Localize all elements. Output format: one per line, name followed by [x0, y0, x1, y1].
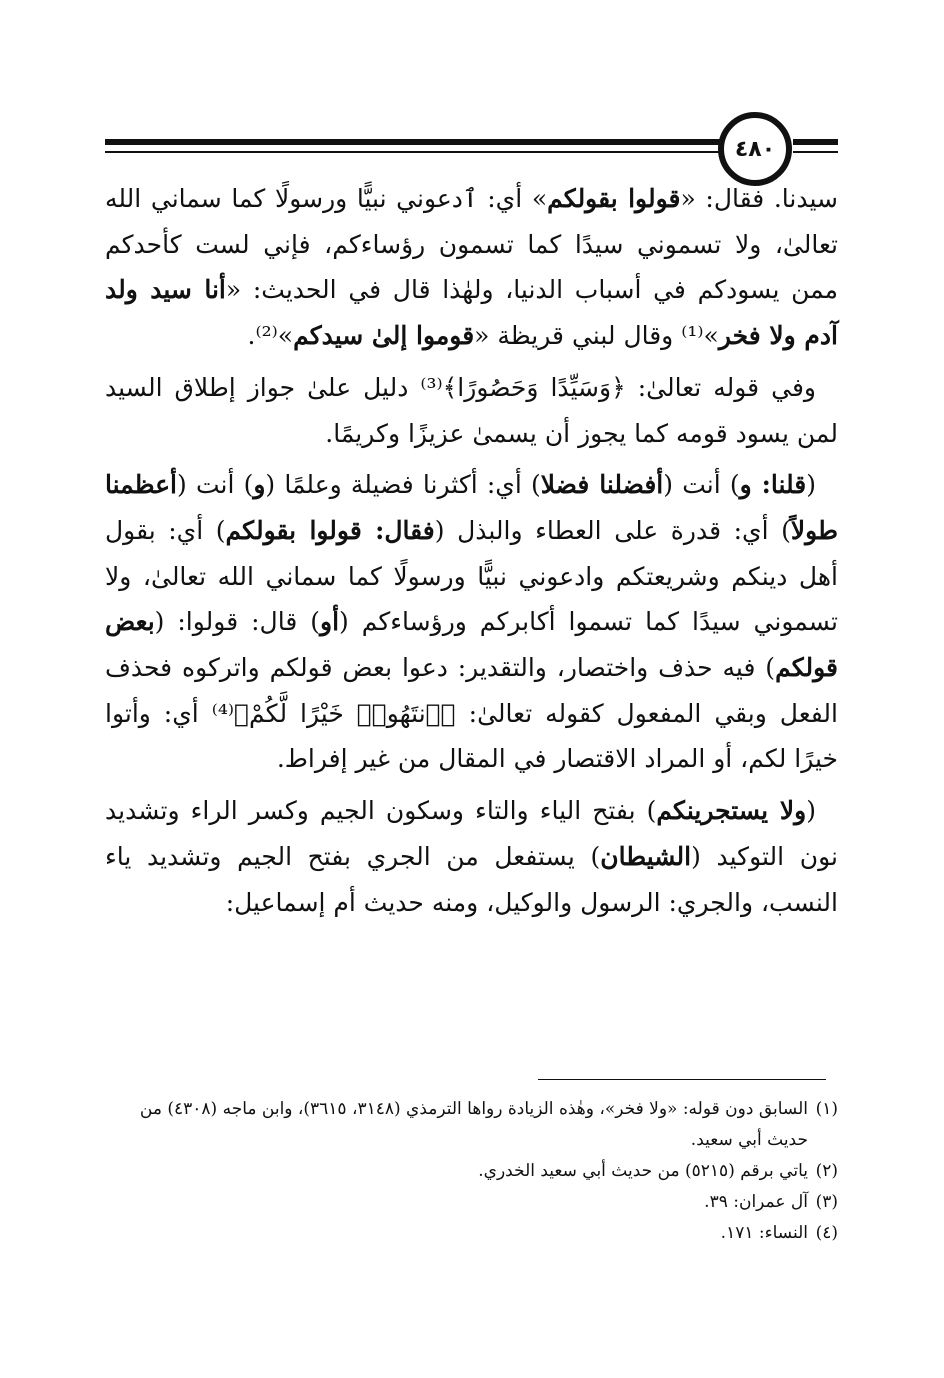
footnote-text: آل عمران: ٣٩.	[704, 1192, 808, 1212]
paragraph-4	[105, 788, 838, 925]
page-number-badge	[718, 112, 792, 186]
paragraph-1	[105, 176, 838, 359]
text-run: »⁽²⁾.	[247, 321, 294, 351]
footnote-number: (٤)	[815, 1223, 838, 1243]
text-run: (	[806, 470, 817, 500]
text-run: ) يستفعل من الجري بفتح الجيم وتشديد ياء النسب، والجري: الرسول والوكيل، ومنه حديث أم إسماعيل:	[105, 841, 838, 917]
footnote-text: النساء: ١٧١.	[720, 1223, 808, 1243]
footnote-separator	[538, 1079, 826, 1080]
bold-phrase: و	[253, 470, 266, 500]
text-run: ) أنت (	[663, 470, 740, 500]
footnotes	[105, 1094, 838, 1249]
bold-phrase: الشيطان	[600, 841, 692, 871]
bold-phrase: أعظمنا طولاً	[105, 470, 838, 545]
footnote	[105, 1187, 838, 1218]
bold-phrase: بعض قولكم	[105, 607, 838, 683]
text-run: ) أنت (	[177, 470, 254, 500]
bold-phrase: فقال: قولوا بقولكم	[225, 515, 435, 545]
text-run: (	[806, 796, 817, 826]
text-run: ) فيه حذف واختصار، والتقدير: دعوا بعض قولكم واتركوه فحذف الفعل وبقي المفعول كقوله تعالىٰ: ﴿ٱنتَهُوا۟ خَيْرًا لَّكُمْ﴾⁽⁴⁾ أي: وأتوا خيرًا لكم، أو المراد الاقتصار في المقال من غير إفراط.	[105, 653, 838, 774]
text-run: وفي قوله تعالىٰ: ﴿وَسَيِّدًا وَحَصُورًا﴾⁽³⁾ دليل علىٰ جواز إطلاق السيد لمن يسود قومه كما يجوز أن يسمىٰ عزيزًا وكريمًا.	[105, 372, 838, 448]
footnote-text: السابق دون قوله: «ولا فخر»، وهٰذه الزيادة رواها الترمذي (٣١٤٨، ٣٦١٥)، وابن ماجه (٤٣٠٨) من حديث أبي سعيد.	[139, 1099, 808, 1150]
bold-phrase: قوموا إلىٰ سيدكم	[293, 321, 475, 351]
header-rule-thin	[105, 151, 720, 153]
text-run: ) أي: قدرة على العطاء والبذل (	[434, 515, 791, 545]
bold-phrase: قلنا: و	[739, 470, 807, 500]
footnote-number: (٢)	[815, 1161, 838, 1181]
bold-phrase: أفضلنا فضلا	[540, 470, 664, 500]
header-rule-tail-thick	[793, 139, 838, 145]
header-rule-tail-thin	[793, 151, 838, 153]
footnote-text: ياتي برقم (٥٢١٥) من حديث أبي سعيد الخدري.	[478, 1161, 808, 1181]
footnote	[105, 1218, 838, 1249]
footnote	[105, 1156, 838, 1187]
paragraph-2	[105, 365, 838, 456]
bold-phrase: أو	[320, 607, 340, 637]
text-run: ) أي: أكثرنا فضيلة وعلمًا (	[265, 470, 541, 500]
text-run: سيدنا. فقال: «	[680, 184, 838, 213]
bold-phrase: ولا يستجرينكم	[656, 796, 807, 826]
text-run: ) قال: قولوا: (	[154, 607, 320, 637]
text-run: ) بفتح الياء والتاء وسكون الجيم وكسر الراء وتشديد نون التوكيد (	[105, 796, 838, 871]
footnote	[105, 1094, 838, 1156]
text-run: ) أي: بقول أهل دينكم وشريعتكم وادعوني نبيًّا ورسولًا كما سماني الله تعالىٰ، ولا تسموني سيدًا كما تسموا أكابركم ورؤساءكم (	[105, 515, 838, 637]
main-text	[105, 176, 838, 925]
paragraph-3	[105, 462, 838, 782]
footnote-number: (٣)	[815, 1192, 838, 1212]
bold-phrase: أنا سيد ولد آدم ولا فخر	[105, 275, 838, 351]
page-number: ٤٨٠	[734, 136, 776, 162]
header-rule-thick	[105, 139, 720, 145]
text-run: » أي: ٱدعوني نبيًّا ورسولًا كما سماني الله تعالىٰ، ولا تسموني سيدًا كما تسمون رؤساءكم، فإني لست كأحدكم ممن يسودكم في أسباب الدنيا، ولهٰذا قال في الحديث: «	[105, 184, 838, 305]
text-run: »⁽¹⁾ وقال لبني قريظة «	[474, 321, 719, 351]
bold-phrase: قولوا بقولكم	[547, 184, 681, 213]
footnote-number: (١)	[815, 1099, 838, 1119]
